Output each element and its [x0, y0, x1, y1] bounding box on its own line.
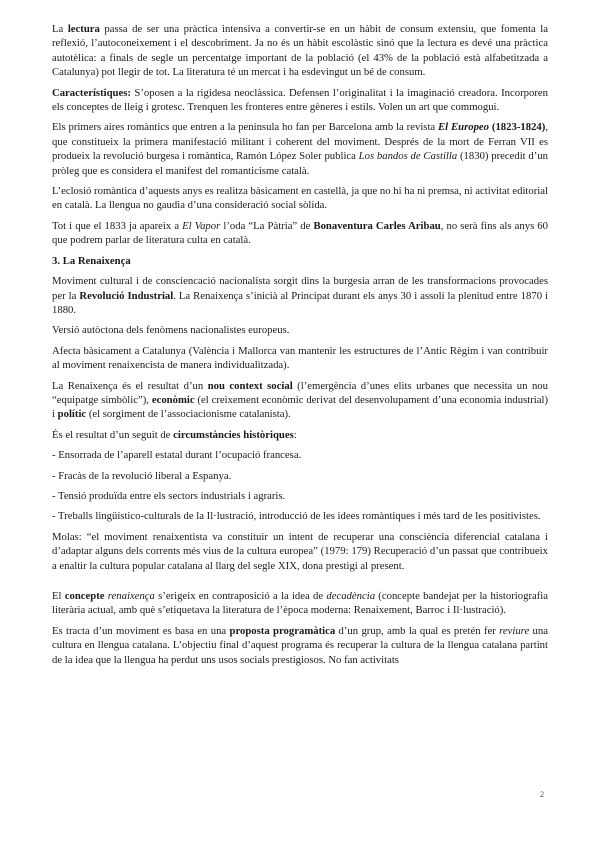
text-run: (concepte bandejat per la historiografia literària actual, amb què s’etiquetava la literatura de l’època moderna: Renaixement, Barroc i Il·lustració). [52, 590, 549, 617]
paragraph [52, 589, 548, 618]
paragraph [52, 344, 548, 373]
emphasis-text: lectura [67, 23, 100, 35]
text-run: (l’emergència d’unes elits urbanes que necessita un nou “equipatge simbòlic”), [52, 379, 548, 406]
paragraph [52, 219, 548, 248]
paragraph [52, 428, 548, 442]
paragraph [52, 323, 548, 337]
emphasis-text: El Europeo [438, 121, 490, 134]
text-run: El [52, 590, 65, 602]
paragraph [52, 274, 548, 317]
paragraph [52, 448, 548, 462]
text-run: , no serà fins als anys 60 que podrem parlar de literatura culta en català. [52, 219, 548, 247]
paragraph [52, 120, 548, 178]
text-run: Es tracta d’un moviment es basa en una [52, 624, 230, 637]
emphasis-text: concepte [64, 590, 105, 602]
emphasis-text: (1823-1824) [491, 121, 546, 134]
text-run: (1830) precedit d’un pròleg que es considera el manifest del romanticisme català. [52, 150, 548, 177]
text-run: passa de ser una pràctica intensiva a convertir-se en un hàbit de consum extensiu, que fomenta la reflexió, l’autoconeixement i el descobriment. Ja no és un hàbit escolàstic sinó que la lectura es devé una pràctica autotèlica: a finals de segle un percentatge important de la població (el 43% de la població està alfabetitzada a Catalunya) pot llegir de tot. La literatura té un mercat i ha esdevingut un bé de consum. [52, 23, 548, 79]
text-run: - Ensorrada de l’aparell estatal durant l’ocupació francesa. [52, 449, 302, 462]
text-run: L’eclosió romàntica d’aquests anys es realitza bàsicament en castellà, ja que no hi ha ni premsa, ni activitat editorial en català. La llengua no gaudia d’una consideració social sòlida. [52, 185, 548, 212]
text-run: . La Renaixença s’inicià al Principat durant els anys 30 i assolí la plenitud entre 1870 i 1880. [52, 289, 549, 316]
text-run: La Renaixença és el resultat d’un [52, 379, 208, 392]
text-run: S’oposen a la rigidesa neoclàssica. Defensen l’originalitat i la imaginació creadora. Incorporen els conceptes de lleig i grotesc. Trenquen les fronteres entre gèneres i estils. Volen un art que commogui. [52, 86, 548, 114]
text-run: Tot i que el 1833 ja apareix a [52, 219, 183, 232]
document-body [52, 22, 548, 673]
emphasis-text: nou context social [207, 379, 293, 392]
section-heading [52, 254, 548, 268]
emphasis-text: econòmic [151, 393, 195, 406]
text-run: Afecta bàsicament a Catalunya (València i Mallorca van mantenir les estructures de l’Antic Règim i van contribuir al moviment renaixencista de manera individualitzada). [52, 344, 548, 372]
text-run: - Treballs lingüístico-culturals de la Il·lustració, introducció de les idees romàntiques i més tard de les positivistes. [52, 510, 541, 523]
text-run: La [52, 23, 68, 35]
text-run: : [293, 428, 297, 441]
paragraph [52, 489, 548, 503]
text-run: (el sorgiment de l’associacionisme catalanista). [86, 408, 291, 421]
text-run: , que constitueix la primera manifestació militant i coherent del moviment. Després de la mort de Ferran VII es produeix la revolució burgesa i romàntica, Ramón López Soler publica [52, 121, 549, 163]
emphasis-text: circumstàncies històriques [173, 428, 294, 441]
emphasis-text: Revolució Industrial [79, 289, 174, 302]
paragraph [52, 86, 548, 115]
emphasis-text: renaixença [107, 590, 155, 602]
text-run: s’erigeix en contraposició a la idea de [154, 590, 327, 602]
emphasis-text: Los bandos de Castilla [358, 150, 458, 163]
text-run: una cultura en llengua catalana. L’objectiu final d’aquest programa és recuperar la cultura de la llengua catalana partint de la idea que la llengua ha perdut uns usos socials prestigiosos. No fan activitats [52, 624, 548, 666]
emphasis-text: Bonaventura Carles Aribau [313, 219, 441, 232]
paragraph [52, 509, 548, 523]
paragraph [52, 624, 548, 667]
text-run: Moviment cultural i de consciencació nacionalista sorgit dins la burgesia arran de les transformacions provocades per la [52, 275, 548, 302]
page-number: 2 [540, 790, 544, 799]
text-run: (el creixement econòmic derivat del desenvolupament d’una economia industrial) i [52, 393, 549, 421]
paragraph [52, 22, 548, 80]
text-run: l’oda “La Pàtria” de [220, 219, 314, 232]
text-run: Versió autòctona dels fenòmens nacionalistes europeus. [52, 324, 290, 337]
text-run: 3. La Renaixença [52, 254, 131, 267]
paragraph [52, 469, 548, 483]
emphasis-text: proposta programàtica [229, 624, 336, 637]
emphasis-text: decadència [326, 590, 376, 602]
emphasis-text: Característiques: [52, 86, 131, 99]
paragraph [52, 530, 548, 573]
text-run: - Tensió produïda entre els sectors industrials i agraris. [52, 489, 286, 502]
text-run: És el resultat d’un seguit de [52, 428, 174, 441]
paragraph [52, 184, 548, 213]
text-run: d’un grup, amb la qual es pretén fer [335, 624, 500, 637]
text-run: - Fracàs de la revolució liberal a Espanya. [52, 469, 232, 482]
paragraph [52, 379, 548, 422]
text-run: Molas: “el moviment renaixentista va constituir un intent de recuperar una consciència diferencial catalana i d’adaptar alguns dels corrents més vius de la cultura europea” (1979: 179) Recuperació d’un passat que contribueix a enaltir la cultura popular catalana al llarg del segle XIX, dona prestigi al present. [52, 530, 548, 572]
emphasis-text: reviure [499, 624, 530, 637]
emphasis-text: El Vapor [182, 219, 221, 232]
emphasis-text: polític [57, 408, 87, 421]
text-run: Els primers aires romàntics que entren a la península ho fan per Barcelona amb la revista [52, 121, 439, 134]
